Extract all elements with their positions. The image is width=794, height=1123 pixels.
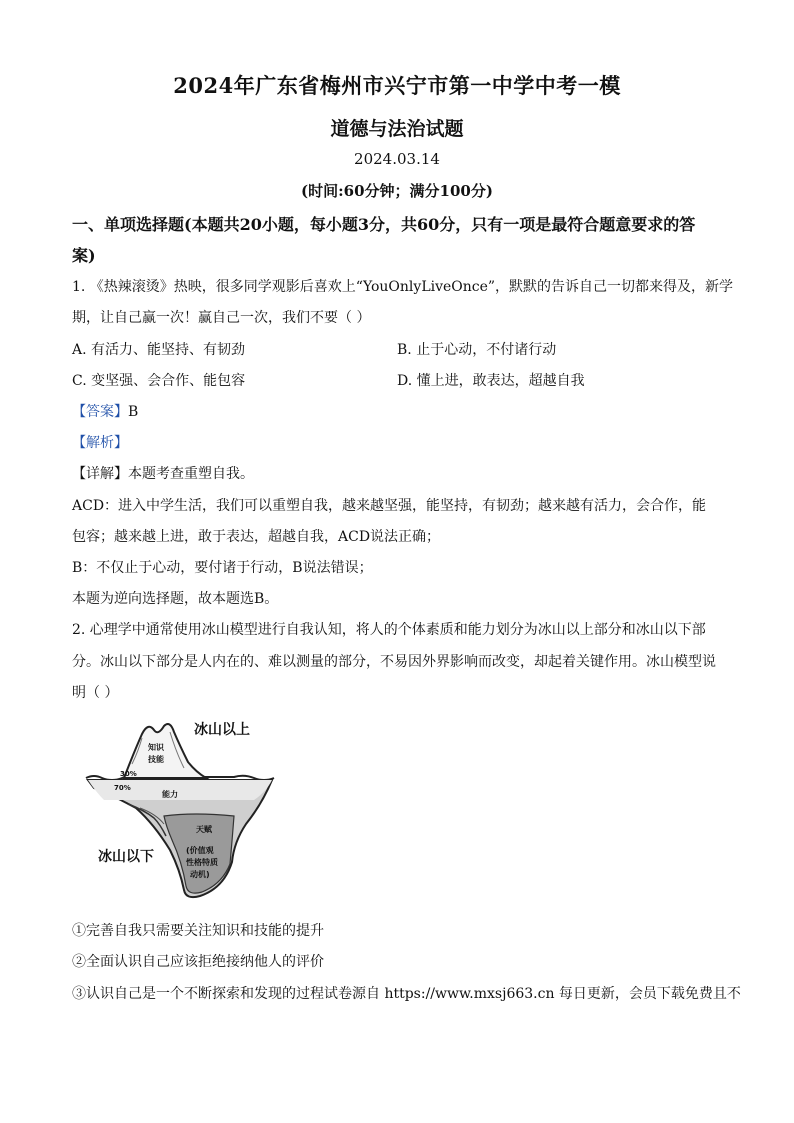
q1-acd-line1: ACD：进入中学生活，我们可以重塑自我，越来越坚强，能坚持，有韧劲；越来越有活力，会合作，能 — [72, 498, 707, 514]
q2-statement-3: ③认识自己是一个不断探索和发现的过程试卷源自 https://www.mxsj663.cn 每日更新，会员下载免费且不 — [72, 986, 741, 1002]
label-motivation: 动机) — [190, 870, 210, 879]
label-knowledge: 知识 — [148, 743, 164, 752]
label-above: 冰山以上 — [194, 722, 250, 738]
q1-stem-line1: 1. 《热辣滚烫》热映，很多同学观影后喜欢上“YouOnlyLiveOnce”，默默的告诉自己一切都来得及，新学 — [72, 279, 734, 295]
label-skills: 技能 — [148, 755, 164, 764]
q2-stem-line1: 2. 心理学中通常使用冰山模型进行自我认知，将人的个体素质和能力划分为冰山以上部分和冰山以下部 — [72, 622, 706, 638]
exam-date: 2024.03.14 — [354, 150, 440, 168]
detail-text: 本题考查重塑自我。 — [128, 466, 254, 482]
detail-tag: 【详解】 — [72, 466, 128, 482]
q1-acd-line2: 包容；越来越上进，敢于表达，超越自我，ACD说法正确； — [72, 529, 441, 545]
label-ability: 能力 — [162, 790, 178, 799]
q2-statement-2: ②全面认识自己应该拒绝接纳他人的评价 — [72, 954, 324, 970]
answer-tag: 【答案】 — [72, 404, 128, 420]
label-values: (价值观 — [186, 846, 214, 855]
analysis-tag: 【解析】 — [72, 435, 128, 451]
answer-value: B — [128, 404, 139, 420]
q1-option-c: C. 变坚强、会合作、能包容 — [72, 373, 246, 389]
q2-statement-1: ①完善自我只需要关注知识和技能的提升 — [72, 923, 324, 939]
exam-title: 2024年广东省梅州市兴宁市第一中学中考一模 — [173, 73, 621, 98]
label-below: 冰山以下 — [98, 849, 154, 865]
q1-conclusion: 本题为逆向选择题，故本题选B。 — [72, 591, 279, 607]
label-traits: 性格特质 — [186, 858, 218, 867]
subject-title: 道德与法治试题 — [330, 118, 464, 140]
q2-stem-line2: 分。冰山以下部分是人内在的、难以测量的部分，不易因外界影响而改变，却起着关键作用。冰山模型说 — [72, 654, 716, 670]
q1-answer — [72, 401, 138, 421]
q1-option-a: A. 有活力、能坚持、有韧劲 — [72, 342, 246, 358]
q1-stem-line2: 期，让自己赢一次！赢自己一次，我们不要（ ） — [72, 310, 371, 326]
q1-detail — [72, 463, 254, 483]
iceberg-diagram — [84, 712, 284, 907]
q1-option-d: D. 懂上进，敢表达，超越自我 — [397, 373, 585, 389]
q1-option-b: B. 止于心动，不付诸行动 — [397, 342, 557, 358]
section-heading-line2: 案) — [72, 246, 96, 265]
label-30pct: 30% — [120, 770, 137, 778]
time-info: (时间:60分钟；满分100分) — [301, 182, 493, 200]
q2-stem-line3: 明（ ） — [72, 685, 119, 701]
label-70pct: 70% — [114, 784, 131, 792]
q1-b-line: B：不仅止于心动，要付诸于行动，B说法错误； — [72, 560, 373, 576]
label-talent: 天赋 — [196, 825, 212, 834]
section-heading-line1: 一、单项选择题(本题共20小题，每小题3分，共60分，只有一项是最符合题意要求的答 — [72, 215, 696, 234]
